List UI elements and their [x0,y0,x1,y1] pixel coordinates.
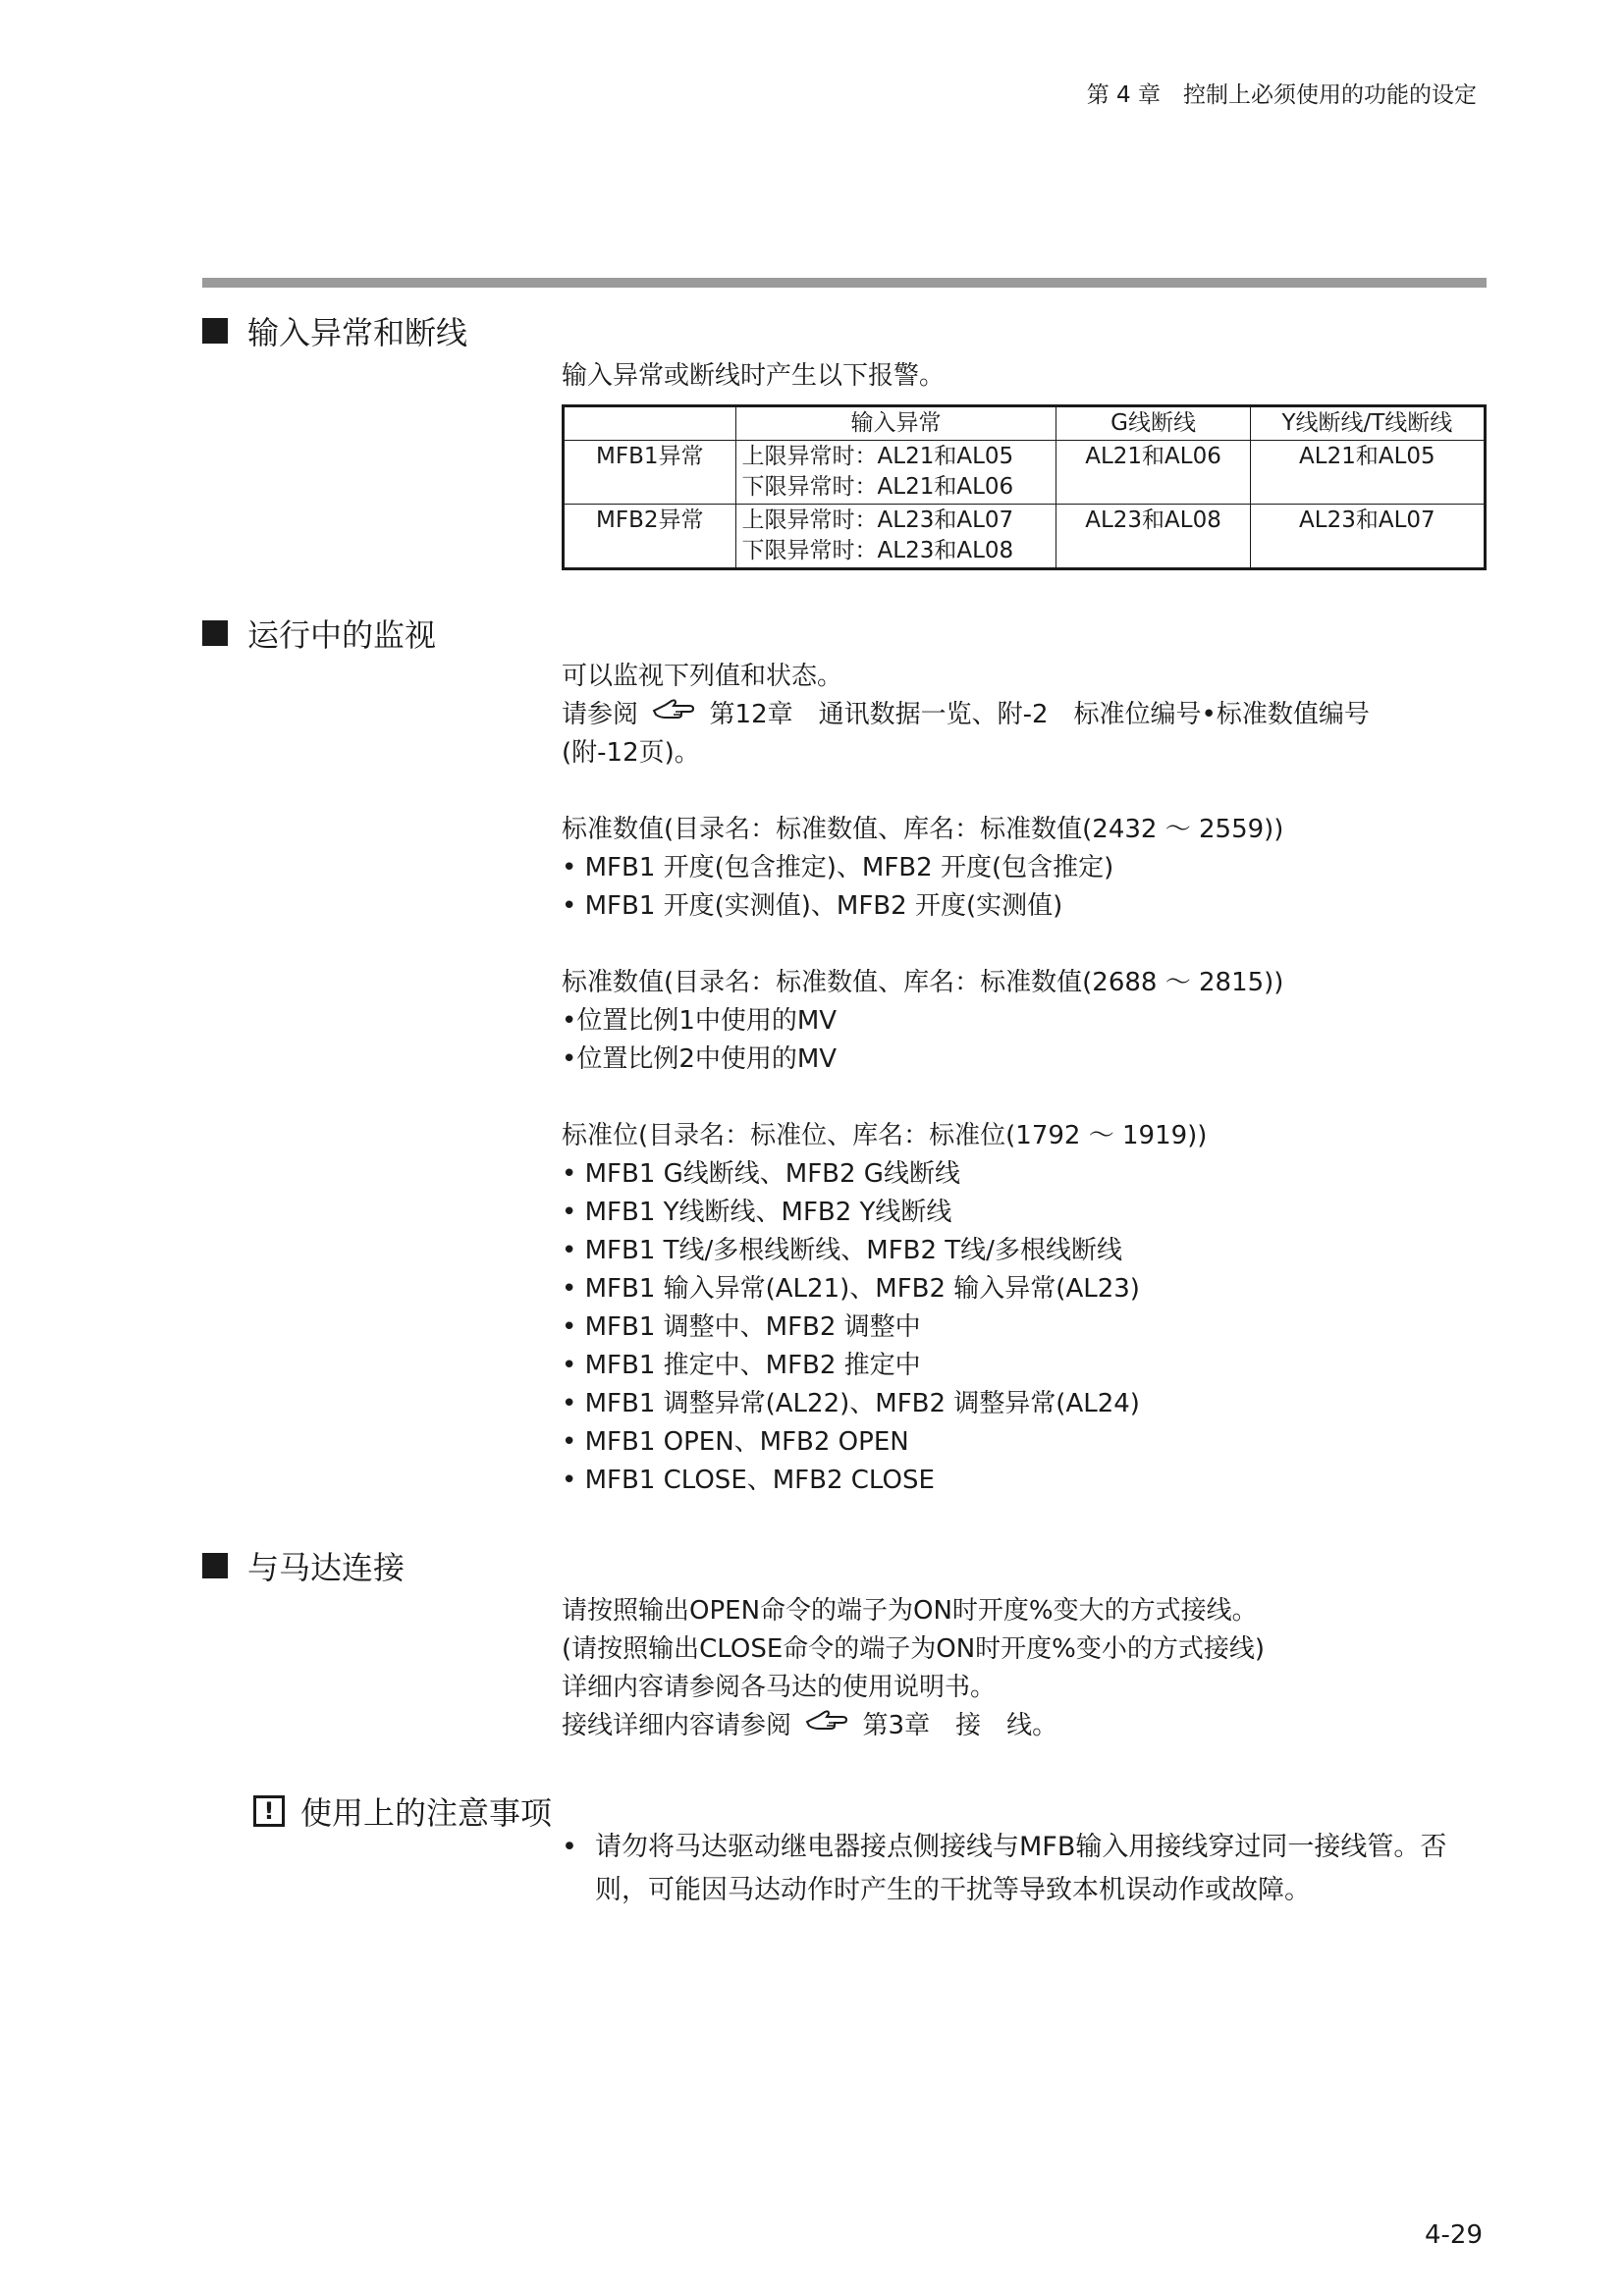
cell-line: 下限异常时：AL21和AL06 [741,474,1014,500]
list-item: • MFB1 开度(实测值)、MFB2 开度(实测值) [562,891,1063,921]
section-title: 与马达连接 [247,1549,406,1586]
pointing-hand-icon [805,1707,848,1745]
bullet-icon: • [562,1832,577,1862]
table-header-row [564,406,1486,441]
list-item: • MFB1 调整异常(AL22)、MFB2 调整异常(AL24) [562,1389,1140,1418]
page-number: 4-29 [1424,2220,1483,2250]
list-item: • MFB1 调整中、MFB2 调整中 [562,1312,921,1342]
group-title: 标准位(目录名：标准位、库名：标准位(1792 ～ 1919)) [562,1121,1208,1150]
g-line-cell: AL23和AL08 [1056,505,1250,569]
cell-line: 上限异常时：AL21和AL05 [741,444,1014,469]
list-item: • MFB1 推定中、MFB2 推定中 [562,1351,921,1380]
list-item: • MFB1 OPEN、MFB2 OPEN [562,1427,909,1457]
section-heading-monitor [202,611,436,656]
list-item: • MFB1 开度(包含推定)、MFB2 开度(包含推定) [562,853,1114,882]
yt-line-cell: AL21和AL05 [1250,441,1485,505]
caution-item [562,1826,1446,1912]
square-bullet-icon [202,318,228,344]
alarm-table [562,404,1487,570]
table-header-cell: 输入异常 [735,406,1056,441]
motor-line: 请按照输出OPEN命令的端子为ON时开度%变大的方式接线。 [562,1596,1258,1626]
table-header-cell: G线断线 [1056,406,1250,441]
reference-target[interactable]: 第12章 通讯数据一览、附-2 标准位编号•标准数值编号 [709,700,1370,729]
square-bullet-icon [202,620,228,646]
section-heading-motor [202,1543,405,1588]
list-item: • MFB1 CLOSE、MFB2 CLOSE [562,1466,935,1495]
table-row [564,441,1486,505]
group-title: 标准数值(目录名：标准数值、库名：标准数值(2432 ～ 2559)) [562,815,1284,844]
cell-line: 下限异常时：AL23和AL08 [741,538,1014,563]
cell-line: 上限异常时：AL23和AL07 [741,507,1014,533]
motor-line: (请按照输出CLOSE命令的端子为ON时开度%变小的方式接线) [562,1634,1266,1664]
pointing-hand-icon [652,696,695,734]
table-row [564,505,1486,569]
monitor-reference-line [562,696,1370,734]
reference-prefix: 请参阅 [562,700,639,729]
list-item: • MFB1 输入异常(AL21)、MFB2 输入异常(AL23) [562,1274,1140,1304]
monitor-line: (附-12页)。 [562,738,700,768]
motor-reference-line [562,1707,1265,1745]
monitor-body [562,658,1370,1500]
group-title: 标准数值(目录名：标准数值、库名：标准数值(2688 ～ 2815)) [562,968,1284,997]
motor-line: 详细内容请参阅各马达的使用说明书。 [562,1673,997,1702]
list-item: •位置比例1中使用的MV [562,1006,838,1036]
caution-body [562,1826,1446,1912]
section-divider [202,278,1487,288]
intro-text: 输入异常或断线时产生以下报警。 [562,361,946,391]
row-label: MFB2异常 [564,505,736,569]
list-item: • MFB1 Y线断线、MFB2 Y线断线 [562,1198,952,1227]
section-title: 输入异常和断线 [247,314,468,351]
reference-target[interactable]: 第3章 接 线。 [862,1711,1058,1740]
monitor-line: 可以监视下列值和状态。 [562,662,843,691]
motor-body [562,1592,1265,1745]
table-header-cell [564,406,736,441]
input-error-intro [562,357,945,396]
list-item: •位置比例2中使用的MV [562,1044,838,1074]
yt-line-cell: AL23和AL07 [1250,505,1485,569]
caution-heading [253,1789,552,1834]
caution-title: 使用上的注意事项 [300,1794,553,1832]
reference-prefix: 接线详细内容请参阅 [562,1711,792,1740]
chapter-header: 第 4 章 控制上必须使用的功能的设定 [1086,82,1477,108]
input-error-cell [735,505,1056,569]
list-item: • MFB1 G线断线、MFB2 G线断线 [562,1159,960,1189]
list-item: • MFB1 T线/多根线断线、MFB2 T线/多根线断线 [562,1236,1122,1265]
caution-line: 则，可能因马达动作时产生的干扰等导致本机误动作或故障。 [595,1875,1311,1905]
row-label: MFB1异常 [564,441,736,505]
input-error-cell [735,441,1056,505]
caution-line: 请勿将马达驱动继电器接点侧接线与MFB输入用接线穿过同一接线管。否 [595,1832,1447,1862]
section-heading-input-error [202,308,467,353]
warning-icon: ! [253,1795,285,1827]
section-title: 运行中的监视 [247,616,437,654]
table-header-cell: Y线断线/T线断线 [1250,406,1485,441]
square-bullet-icon [202,1553,228,1578]
g-line-cell: AL21和AL06 [1056,441,1250,505]
